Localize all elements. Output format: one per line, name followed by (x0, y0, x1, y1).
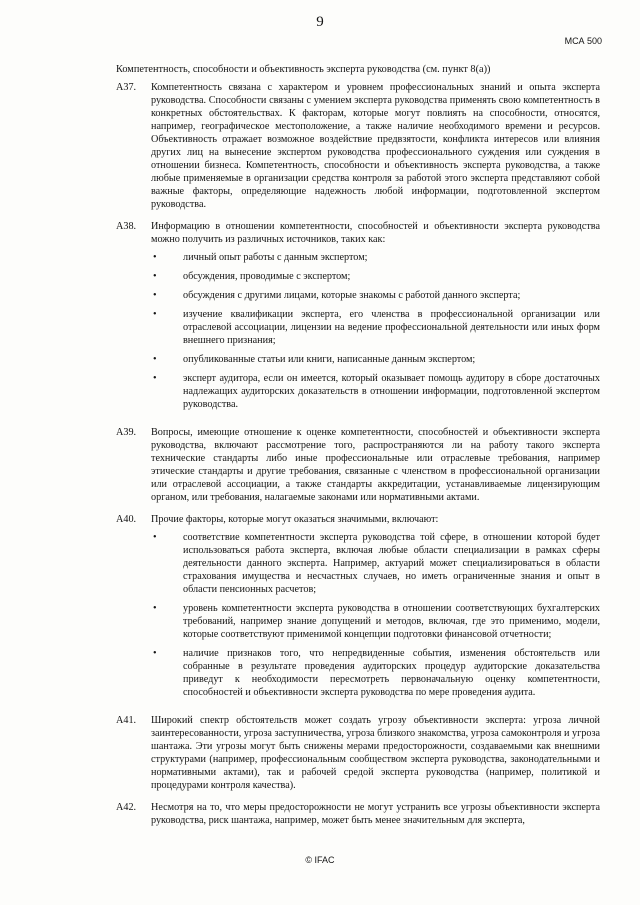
paragraph-text: Прочие факторы, которые могут оказаться значимыми, включают: (151, 514, 439, 525)
list-item (151, 270, 600, 283)
bullet-icon: • (153, 532, 157, 543)
paragraph-body (151, 81, 600, 211)
list-item (151, 531, 600, 596)
list-item (151, 251, 600, 264)
paragraph (116, 714, 600, 792)
list-item (151, 647, 600, 699)
list-item (151, 308, 600, 347)
paragraph-text: Вопросы, имеющие отношение к оценке компетентности, способностей и объективности эксперта руководства, включают рассмотрение того, распространяются ли на работу такого эксперта технические стандарты либо иные профессиональные или отраслевые требования, например этические стандарты и другие требования, связанные с членством в профессиональной организации или отраслевой ассоциации, а также стандарты аккредитации, устанавливаемые лицензирующим органом, или требования, налагаемые законами или нормативными актами. (151, 427, 600, 503)
paragraph-number: А40. (116, 514, 137, 525)
list-item-text: обсуждения с другими лицами, которые знакомы с работой данного эксперта; (183, 290, 521, 301)
paragraph (116, 513, 600, 705)
paragraph (116, 426, 600, 504)
paragraph-number: А38. (116, 221, 137, 232)
paragraph (116, 220, 600, 417)
list-item-text: изучение квалификации эксперта, его членства в профессиональной организации или отраслевой ассоциации, лицензии на ведение профессиональной деятельности или иных форм внешнего признания; (183, 309, 600, 346)
bullet-list (151, 251, 600, 411)
paragraph-text: Несмотря на то, что меры предосторожности не могут устранить все угрозы объективности эксперта руководства, риск шантажа, например, может быть менее значительным для эксперта, (151, 802, 600, 826)
list-item-text: обсуждения, проводимые с экспертом; (183, 271, 351, 282)
paragraph-body (151, 220, 600, 417)
paragraph-number: А37. (116, 82, 137, 93)
standard-code: МСА 500 (564, 36, 602, 46)
bullet-icon: • (153, 252, 157, 263)
paragraph-body (151, 801, 600, 827)
bullet-icon: • (153, 603, 157, 614)
paragraph-text: Информацию в отношении компетентности, способностей и объективности эксперта руководства можно получить из различных источников, таких как: (151, 221, 600, 245)
list-item-text: опубликованные статьи или книги, написанные данным экспертом; (183, 354, 476, 365)
paragraph-text: Широкий спектр обстоятельств может создать угрозу объективности эксперта: угроза личной заинтересованности, угроза заступничества, угроза близкого знакомства, угроза самоконтроля и угроза шантажа. Эти угрозы могут быть снижены мерами предосторожности, создаваемыми как внешними структурами (например, профессиональным сообществом эксперта руководства, законодательными и нормативными актами), так и рабочей средой эксперта руководства (например, политикой и процедурами контроля качества). (151, 715, 600, 791)
copyright-footer: © IFAC (305, 855, 335, 865)
list-item-text: уровень компетентности эксперта руководства в отношении соответствующих бухгалтерских требований, например знание допущений и методов, включая, где это применимо, модели, которые соответствуют применимой концепции подготовки финансовой отчетности; (183, 603, 600, 640)
list-item (151, 602, 600, 641)
paragraph-number: А39. (116, 427, 137, 438)
bullet-icon: • (153, 354, 157, 365)
paragraph-body (151, 714, 600, 792)
section-heading: Компетентность, способности и объективность эксперта руководства (см. пункт 8(а)) (116, 64, 491, 75)
bullet-list (151, 531, 600, 699)
list-item-text: наличие признаков того, что непредвиденные события, изменения обстоятельств или собранные в результате проведения аудиторских процедур аудиторские доказательства приведут к необходимости пересмотреть первоначальную оценку компетентности, способностей и объективности эксперта руководства по мере проведения аудита. (183, 648, 600, 698)
document-body (116, 81, 600, 836)
paragraph-number: А41. (116, 715, 137, 726)
list-item (151, 372, 600, 411)
list-item (151, 353, 600, 366)
paragraph (116, 801, 600, 827)
paragraph-text: Компетентность связана с характером и уровнем профессиональных знаний и опыта эксперта руководства. Способности связаны с умением эксперта руководства применять свою компетентность в конкретных обстоятельствах. К факторам, которые могут повлиять на способности, относятся, например, географическое местоположение, а также наличие необходимого времени и ресурсов. Объективность отражает возможное воздействие предвзятости, конфликта интересов или влияния других лиц на вынесение экспертом руководства профессионального суждения или суждения в отношении бизнеса. Компетентность, способности и объективность эксперта руководства, а также любые применяемые в организации средства контроля за работой этого эксперта представляют собой важные факторы, определяющие надежность любой информации, подготовленной экспертом руководства. (151, 82, 600, 210)
list-item-text: соответствие компетентности эксперта руководства той сфере, в отношении которой будет использоваться работа эксперта, включая любые области специализации в рамках сферы деятельности данного эксперта. Например, актуарий может специализироваться в области страхования имущества и несчастных случаев, но иметь ограниченные знания и опыт в области пенсионных расчетов; (183, 532, 600, 595)
paragraph-body (151, 426, 600, 504)
bullet-icon: • (153, 309, 157, 320)
bullet-icon: • (153, 290, 157, 301)
list-item-text: эксперт аудитора, если он имеется, который оказывает помощь аудитору в сборе достаточных надлежащих аудиторских доказательств в отношении информации, подготовленной экспертом руководства. (183, 373, 600, 410)
bullet-icon: • (153, 648, 157, 659)
list-item-text: личный опыт работы с данным экспертом; (183, 252, 368, 263)
list-item (151, 289, 600, 302)
bullet-icon: • (153, 373, 157, 384)
bullet-icon: • (153, 271, 157, 282)
paragraph (116, 81, 600, 211)
page-number: 9 (316, 14, 324, 30)
paragraph-body (151, 513, 600, 705)
paragraph-number: А42. (116, 802, 137, 813)
